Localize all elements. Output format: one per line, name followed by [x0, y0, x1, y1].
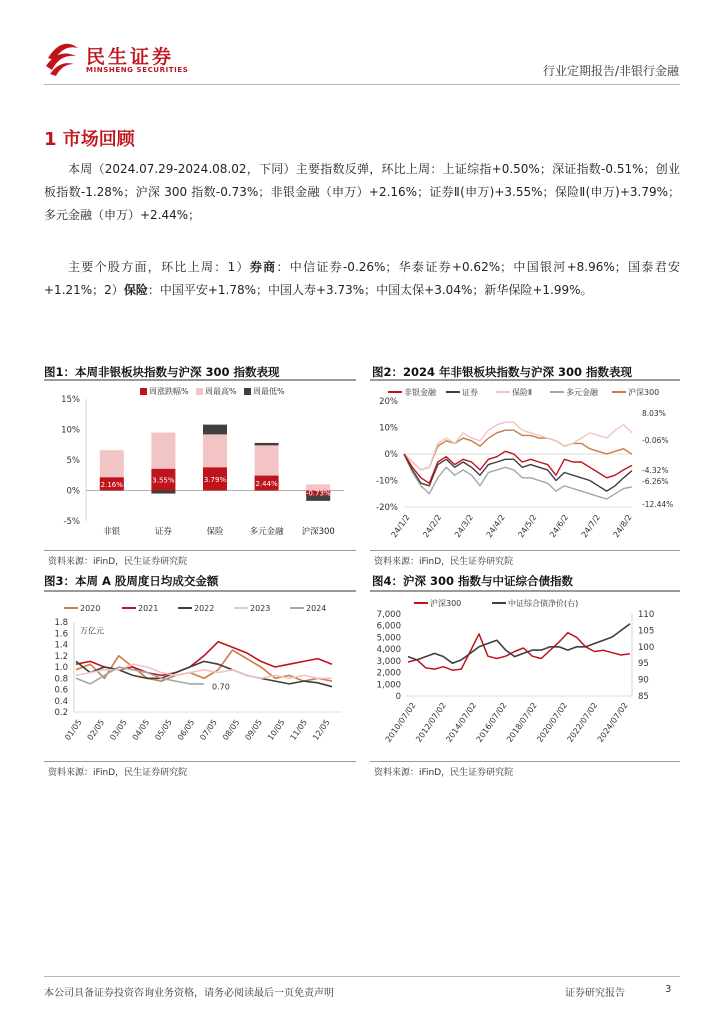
page-number: 3: [665, 984, 672, 995]
fig1-ytick: 5%: [66, 456, 80, 466]
footer-report-label: 证券研究报告: [565, 988, 625, 999]
legend-label-3: 2023: [250, 604, 271, 613]
fig4-ytick-right: 85: [638, 692, 649, 702]
fig4-ytick-right: 100: [638, 642, 655, 653]
figure1-bottom-rule: [44, 550, 356, 551]
legend-label-1: 周最高%: [205, 387, 237, 396]
fig2-xtick: 24/6/2: [548, 512, 571, 540]
figure3-source: 资料来源：iFinD，民生证券研究院: [48, 768, 188, 778]
figure4-bottom-rule: [370, 761, 680, 762]
fig2-end-label: -12.44%: [642, 500, 674, 509]
fig2-xtick: 24/4/2: [484, 512, 507, 540]
fig2-end-label: -4.32%: [642, 466, 669, 475]
fig2-xtick: 24/7/2: [579, 512, 602, 540]
fig2-xtick: 24/1/2: [389, 512, 412, 540]
fig3-ytick: 1.0: [54, 663, 68, 673]
section-title: 1 市场回顾: [44, 129, 135, 150]
fig4-ytick-left: 6,000: [376, 621, 401, 632]
legend-label-1: 中证综合债净价(右): [508, 599, 579, 608]
fig3-unit-label: 万亿元: [80, 626, 104, 636]
fig4-ytick-left: 7,000: [376, 610, 401, 620]
report-category: 行业定期报告/非银行金融: [542, 64, 679, 78]
legend-label-4: 沪深300: [628, 388, 660, 397]
footer-divider: [44, 976, 680, 977]
fig4-ytick-right: 110: [638, 610, 655, 620]
fig1-data-label: 2.44%: [255, 480, 278, 489]
figure4-title: 图4：沪深 300 指数与中证综合债指数: [372, 574, 574, 588]
fig3-xtick: 04/05: [130, 717, 152, 743]
fig4-xtick: 2018/07/02: [504, 700, 539, 744]
fig3-ytick: 0.8: [54, 674, 68, 685]
fig4-ytick-left: 0: [395, 692, 401, 702]
fig1-category-label: 保险: [206, 527, 224, 537]
fig1-bar-low: [255, 443, 279, 445]
fig3-ytick: 0.2: [54, 708, 68, 718]
legend-label-0: 2020: [80, 604, 101, 613]
legend-label-1: 2021: [138, 604, 159, 613]
para2-text-a: 主要个股方面，环比上周：1）: [68, 260, 250, 274]
fig4-ytick-right: 90: [638, 675, 649, 686]
figure2-source: 资料来源：iFinD，民生证券研究院: [374, 557, 514, 567]
fig1-category-label: 证券: [154, 527, 172, 537]
legend-label-0: 沪深300: [430, 599, 462, 608]
fig1-ytick: 15%: [61, 395, 80, 405]
header-divider: [44, 84, 680, 85]
fig3-xtick: 07/05: [198, 717, 219, 743]
fig4-xtick: 2022/07/02: [565, 700, 600, 744]
legend-label-2: 周最低%: [253, 387, 285, 396]
legend-swatch-0: [140, 388, 147, 395]
fig3-ytick: 1.4: [54, 640, 68, 651]
fig1-data-label: 3.79%: [203, 475, 227, 484]
fig1-bar-low: [151, 491, 175, 494]
fig3-xtick: 09/05: [243, 717, 265, 743]
fig2-ytick: 20%: [379, 397, 398, 407]
para2-text-e: ：中国平安+1.78%；中国人寿+3.73%；中国太保+3.04%；新华保险+1.99%。: [147, 283, 593, 297]
figure3-line-chart: [44, 592, 356, 760]
fig4-ytick-left: 3,000: [376, 656, 401, 667]
fig4-xtick: 2024/07/02: [595, 700, 630, 744]
fig3-series-line: [76, 661, 332, 686]
fig3-ytick: 1.8: [54, 618, 68, 628]
fig3-ytick: 0.4: [54, 696, 68, 707]
figure3-title: 图3：本周 A 股周度日均成交金额: [44, 574, 219, 588]
fig2-ytick: 10%: [379, 423, 398, 434]
figure3-bottom-rule: [44, 761, 356, 762]
fig2-xtick: 24/3/2: [452, 512, 476, 540]
fig4-ytick-left: 5,000: [376, 633, 401, 644]
fig2-xtick: 24/8/2: [611, 512, 634, 540]
fig1-ytick: -5%: [63, 517, 80, 527]
legend-label-4: 2024: [306, 604, 327, 613]
figure2-bottom-rule: [370, 550, 680, 551]
fig4-series-csi300: [408, 633, 630, 671]
fig3-xtick: 05/05: [153, 717, 174, 743]
para2-insurance-label: 保险: [123, 283, 148, 297]
legend-label-2: 2022: [194, 604, 215, 613]
fig3-xtick: 01/05: [63, 717, 84, 743]
fig4-xtick: 2020/07/02: [535, 700, 570, 744]
legend-label-0: 周涨跌幅%: [149, 387, 189, 396]
fig1-category-label: 沪深300: [301, 527, 335, 537]
stocks-review-paragraph: [44, 256, 680, 302]
fig1-data-label: 2.16%: [100, 480, 123, 489]
figure4-line-chart: [370, 592, 680, 760]
legend-label-1: 证券: [462, 388, 478, 397]
fig2-end-label: -6.26%: [642, 477, 669, 486]
fig4-ytick-left: 1,000: [376, 680, 401, 691]
fig3-xtick: 08/05: [220, 717, 242, 743]
fig3-series-line: [76, 664, 332, 678]
para2-brokers-label: 券商: [249, 260, 277, 274]
figure1-bar-chart: [44, 381, 356, 549]
fig2-xtick: 24/5/2: [516, 512, 539, 540]
fig4-xtick: 2010/07/02: [383, 700, 418, 744]
fig2-xtick: 24/2/2: [421, 512, 444, 540]
legend-label-3: 多元金融: [566, 388, 598, 397]
legend-swatch-2: [244, 388, 251, 395]
figure1-title: 图1：本周非银板块指数与沪深 300 指数表现: [44, 365, 280, 379]
legend-swatch-1: [196, 388, 203, 395]
fig1-category-label: 非银: [103, 527, 121, 537]
fig4-ytick-left: 4,000: [376, 645, 401, 656]
fig3-xtick: 06/05: [175, 717, 197, 743]
market-review-paragraph: 本周（2024.07.29-2024.08.02，下同）主要指数反弹，环比上周：上证综指+0.50%；深证指数-0.51%；创业板指数-1.28%；沪深 300 指数-0.73%；非银金融（申万）+2.16%；证券Ⅱ(申万)+3.55%；保险Ⅱ(申万)+3.79%；多元金融（申万）+2.44%；: [44, 162, 680, 222]
fig2-ytick: -20%: [376, 503, 398, 513]
fig1-ytick: 0%: [66, 486, 80, 497]
fig4-ytick-right: 95: [638, 659, 649, 670]
figure1-source: 资料来源：iFinD，民生证券研究院: [48, 557, 188, 567]
fig1-bar-low: [203, 425, 227, 435]
fig2-series-line: [404, 454, 632, 499]
figure2-title: 图2：2024 年非银板块指数与沪深 300 指数表现: [372, 365, 633, 379]
fig1-ytick: 10%: [61, 425, 80, 436]
fig4-series-bond-index: [408, 624, 630, 663]
fig2-ytick: -10%: [376, 476, 398, 487]
footer-disclaimer: 本公司具备证券投资咨询业务资格，请务必阅读最后一页免责声明: [44, 988, 334, 999]
logo-chinese-name: 民生证券: [86, 46, 175, 68]
para2-text-c: ：中信证券-0.26%；华泰证券+0.62%；中国银河+8.96%；国泰君安+1.21%；2）: [44, 260, 680, 297]
fig3-ytick: 0.6: [54, 685, 68, 696]
fig1-category-label: 多元金融: [249, 527, 284, 537]
legend-label-0: 非银金融: [404, 388, 436, 397]
fig3-xtick: 12/05: [311, 717, 332, 743]
fig3-annotation: 0.70: [212, 682, 230, 692]
fig1-data-label: -0.73%: [305, 489, 331, 498]
fig3-ytick: 1.2: [54, 651, 68, 662]
fig3-xtick: 02/05: [85, 717, 107, 743]
fig2-ytick: 0%: [384, 450, 398, 460]
logo-english-name: MINSHENG SECURITIES: [86, 66, 189, 74]
fig3-xtick: 11/05: [288, 717, 310, 743]
legend-label-2: 保险Ⅱ: [512, 388, 532, 397]
fig1-data-label: 3.55%: [152, 476, 175, 485]
fig4-xtick: 2012/07/02: [414, 700, 448, 744]
figure4-source: 资料来源：iFinD，民生证券研究院: [374, 768, 514, 778]
fig2-end-label: -0.06%: [642, 436, 669, 445]
fig4-xtick: 2016/07/02: [474, 700, 509, 744]
fig2-end-label: 8.03%: [642, 409, 666, 418]
figure2-line-chart: [370, 381, 680, 549]
minsheng-logo-icon: [44, 38, 80, 76]
fig4-ytick-left: 2,000: [376, 668, 401, 679]
fig4-xtick: 2014/07/02: [444, 700, 479, 744]
fig4-ytick-right: 105: [638, 626, 655, 637]
fig3-xtick: 03/05: [108, 717, 129, 743]
fig3-ytick: 1.6: [54, 629, 68, 640]
fig3-xtick: 10/05: [265, 717, 287, 743]
